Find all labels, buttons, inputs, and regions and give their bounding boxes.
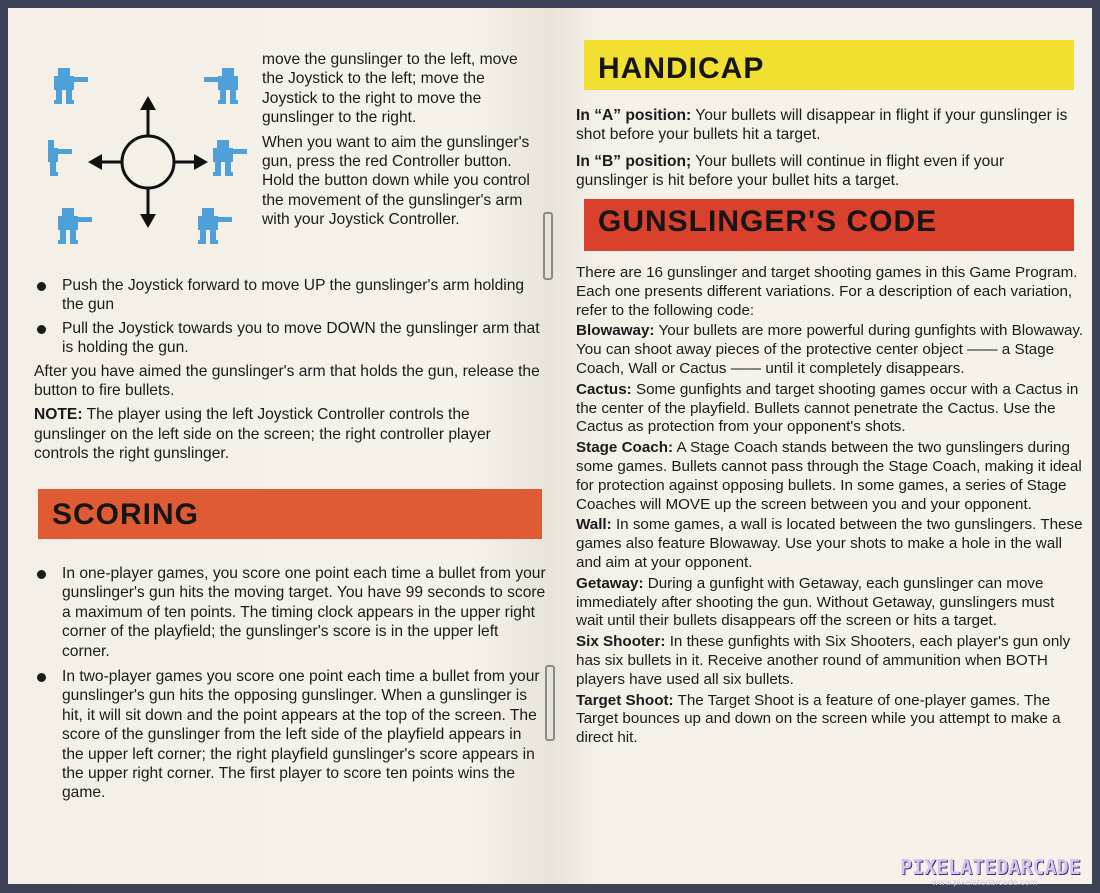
list-item: Pull the Joystick towards you to move DOWN the gunslinger arm that is holding the gun.: [34, 319, 544, 358]
intro-text: [262, 50, 534, 235]
code-intro: There are 16 gunslinger and target shooting games in this Game Program. Each one presents different variations. For a description of each variation, refer to the following code:: [576, 264, 1078, 319]
variation-wall: Wall: In some games, a wall is located between the two gunslingers. These games also feature Blowaway. Use your shots to make a hole in the wall and aim at your opponent.: [576, 516, 1083, 571]
left-page: [8, 8, 548, 884]
variation-cactus: Cactus: Some gunfights and target shooting games occur with a Cactus in the center of the playfield. Bullets cannot penetrate the Cactus. Use the Cactus as protection from your opponent's shots.: [576, 380, 1079, 436]
note-paragraph: [34, 405, 544, 463]
staple-bottom: [545, 665, 555, 741]
code-text: [576, 264, 1084, 750]
intro-paragraph: When you want to aim the gunslinger's gun, press the red Controller button. Hold the button down while you control the movement of the gunslinger's arm with your Joystick Controller.: [262, 133, 530, 229]
variation-blowaway: Blowaway: Your bullets are more powerful during gunfights with Blowaway. You can shoot away pieces of the protective center object —— a Stage Coach, Wall or Cactus —— until it completely disappears.: [576, 322, 1084, 377]
gunslinger-up-left-icon: [54, 68, 88, 104]
variation-getaway: Getaway: During a gunfight with Getaway, each gunslinger can move immediately after shooting the gun. Without Getaway, gunslingers must wait until their bullets disappears off the screen or hits a target.: [576, 574, 1055, 630]
list-item: In one-player games, you score one point each time a bullet from your gunslinger's gun hits the moving target. You have 99 seconds to score a maximum of ten points. The timing clock appears in the upper right corner of the playfield; the gunslinger's score is in the upper left corner.: [34, 564, 546, 661]
bullet-icon: [37, 325, 46, 334]
handicap-a-paragraph: In “A” position: Your bullets will disappear in flight if your gunslinger is shot before your bullets hit a target.: [576, 107, 1068, 144]
watermark-url: www.pixelatedarcade.com: [932, 878, 1038, 887]
handicap-text: [576, 106, 1076, 196]
handicap-b-paragraph: In “B” position; Your bullets will continue in flight even if your gunslinger is hit before your bullet hits a target.: [576, 152, 1005, 190]
note-text: The player using the left Joystick Controller controls the gunslinger on the left side on the screen; the right controller player controls the right gunslinger.: [34, 406, 491, 463]
list-item: In two-player games you score one point each time a bullet from your gunslinger's gun hits the opposing gunslinger. When a gunslinger is hit, it will sit down and the point appears at the top of the screen. The score of the gunslinger from the left side of the playfield appears in the upper left corner; the right playfield gunslinger's score appears in the upper right corner. The first player to score ten points wins the game.: [34, 667, 546, 803]
right-page: [548, 8, 1092, 884]
variation-six-shooter: Six Shooter: In these gunfights with Six Shooters, each player's gun only has six bullets in it. Receive another round of ammunition when BOTH players have used all six bullets.: [576, 633, 1071, 688]
bullet-icon: [37, 673, 46, 682]
list-item: Push the Joystick forward to move UP the gunslinger's arm holding the gun: [34, 276, 544, 315]
arrow-down-icon: [140, 214, 156, 228]
code-heading: GUNSLINGER'S CODE: [584, 199, 1074, 251]
joystick-diagram: [48, 58, 248, 258]
intro-paragraph: move the gunslinger to the left, move the Joystick to the left; move the Joystick to the right to move the gunslinger to the right.: [262, 51, 518, 127]
scoring-list: [34, 564, 546, 807]
joystick-circle: [122, 136, 174, 188]
joystick-instructions: [34, 276, 544, 469]
gunslinger-left-icon: [48, 140, 72, 176]
gunslinger-down-left-icon: [58, 208, 92, 244]
arrow-left-icon: [88, 154, 102, 170]
arrow-right-icon: [194, 154, 208, 170]
scoring-heading: SCORING: [38, 489, 542, 539]
variation-stage-coach: Stage Coach: A Stage Coach stands between the two gunslingers during some games. Bullets cannot pass through the Stage Coach, making it ideal for protection against opposing bullets. In some games, a series of Stage Coaches will MOVE up the screen between you and your opponent.: [576, 439, 1082, 513]
staple-top: [543, 212, 553, 280]
gunslinger-down-right-icon: [198, 208, 232, 244]
variation-target-shoot: Target Shoot: The Target Shoot is a feature of one-player games. The Target bounces up and down on the screen while you attempt to make a direct hit.: [576, 691, 1061, 747]
gunslinger-up-right-icon: [204, 68, 238, 104]
after-aim-text: After you have aimed the gunslinger's arm that holds the gun, release the button to fire bullets.: [34, 362, 540, 400]
note-label: NOTE:: [34, 406, 83, 424]
bullet-icon: [37, 570, 46, 579]
gunslinger-right-icon: [213, 140, 247, 176]
bullet-icon: [37, 282, 46, 291]
handicap-heading: HANDICAP: [584, 40, 1074, 90]
arrow-up-icon: [140, 96, 156, 110]
watermark-logo: PIXELATEDARCADE: [900, 855, 1081, 879]
